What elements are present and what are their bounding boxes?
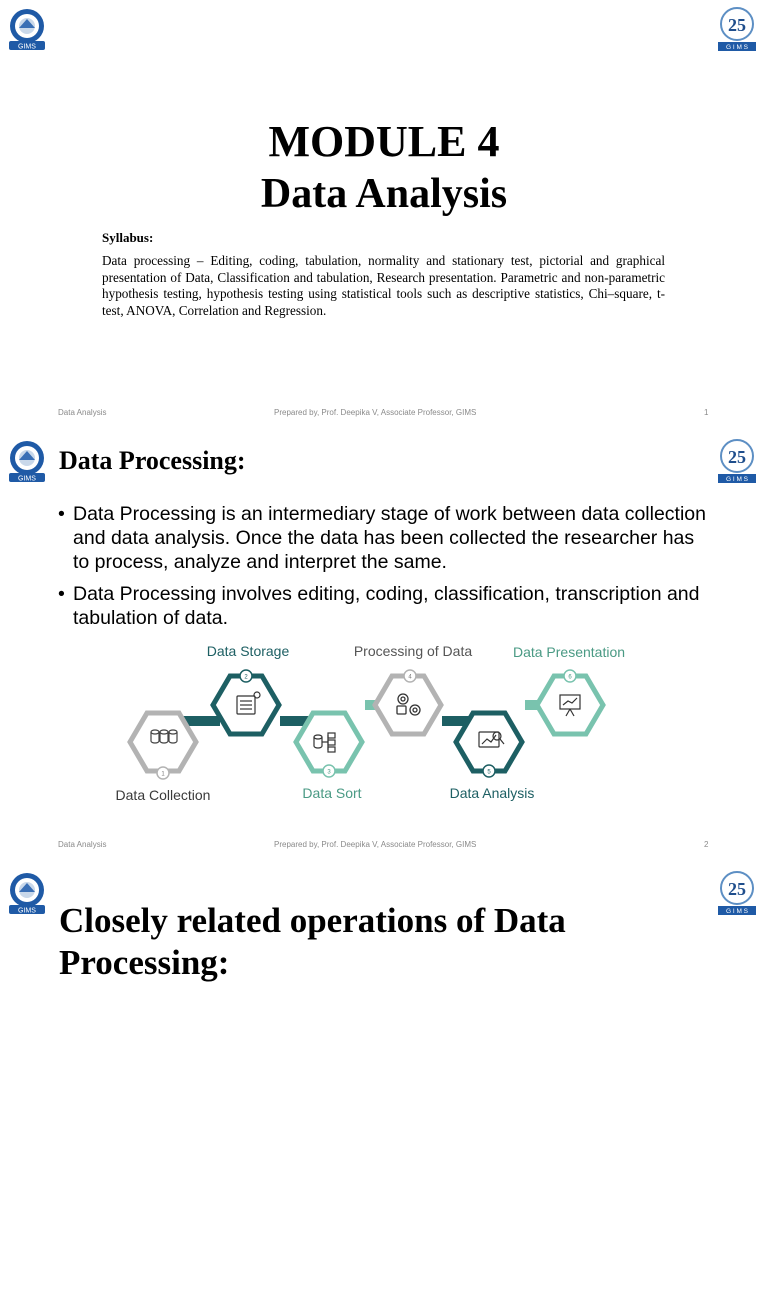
syllabus-text: Data processing – Editing, coding, tabulation, normality and stationary test, pictorial and graphical presentation of Data, Classification and tabulation, Research presentation. Parametric and non-parametric hypothesis testing, hypothesis testing using statistical tools such as descriptive statistics, Chi–square, t- test, ANOVA, Correlation and Regression. <box>102 253 665 318</box>
footer-middle: Prepared by, Prof. Deepika V, Associate Professor, GIMS <box>274 840 477 849</box>
slide-title: Closely related operations of Data Processing: <box>59 901 566 982</box>
data-processing-flow-diagram <box>100 638 640 818</box>
step-3-data-sort <box>296 713 362 801</box>
module-subtitle: Data Analysis <box>260 171 508 217</box>
footer-middle: Prepared by, Prof. Deepika V, Associate Professor, GIMS <box>274 408 477 417</box>
bullet-item: • Data Processing is an intermediary stage of work between data collection and data analysis. Once the data has been collected the researcher has to process, analyze and interpret the same. <box>58 502 708 574</box>
slide-footer <box>0 840 768 854</box>
step-number: 5 <box>487 769 491 776</box>
footer-left: Data Analysis <box>58 840 107 849</box>
slide-title: Data Processing: <box>59 446 246 475</box>
left-logo-text: GIMS <box>18 907 36 915</box>
gims-logo-left <box>6 8 48 52</box>
right-logo-number: 25 <box>728 15 746 35</box>
step-5-data-analysis <box>450 713 535 801</box>
slide-3 <box>0 864 768 1296</box>
bullet-list <box>58 502 708 638</box>
step-label: Data Storage <box>206 643 290 659</box>
step-1-data-collection <box>116 713 211 803</box>
module-title: MODULE 4 <box>268 117 500 166</box>
right-logo-text: G I M S <box>725 44 749 52</box>
step-number: 1 <box>161 771 165 778</box>
gims-25-logo-right <box>714 438 760 484</box>
page-number: 2 <box>704 840 709 849</box>
step-label: Data Sort <box>302 785 362 801</box>
slide-footer <box>0 408 768 422</box>
bullet-item: • Data Processing involves editing, coding, classification, transcription and tabulation of data. <box>58 582 708 630</box>
right-logo-text: G I M S <box>725 908 749 916</box>
step-label: Processing of Data <box>353 643 473 659</box>
slide-1 <box>0 0 768 432</box>
slide-2 <box>0 432 768 864</box>
left-logo-text: GIMS <box>18 475 36 483</box>
gims-logo-left <box>6 872 48 916</box>
step-6-data-presentation <box>513 644 625 734</box>
step-number: 4 <box>408 674 412 681</box>
step-number: 3 <box>327 769 331 776</box>
page-number: 1 <box>704 408 709 417</box>
syllabus-label: Syllabus: <box>102 230 154 245</box>
right-logo-text: G I M S <box>725 476 749 484</box>
gims-25-logo-right <box>714 870 760 916</box>
step-label: Data Analysis <box>449 785 535 801</box>
right-logo-number: 25 <box>728 879 746 899</box>
right-logo-number: 25 <box>728 447 746 467</box>
gims-logo-left <box>6 440 48 484</box>
step-2-data-storage <box>207 643 290 734</box>
step-label: Data Presentation <box>512 644 626 660</box>
step-number: 6 <box>568 674 572 681</box>
step-number: 2 <box>244 674 248 681</box>
gims-25-logo-right <box>714 6 760 52</box>
step-label: Data Collection <box>115 787 211 803</box>
footer-left: Data Analysis <box>58 408 107 417</box>
left-logo-text: GIMS <box>18 43 36 51</box>
